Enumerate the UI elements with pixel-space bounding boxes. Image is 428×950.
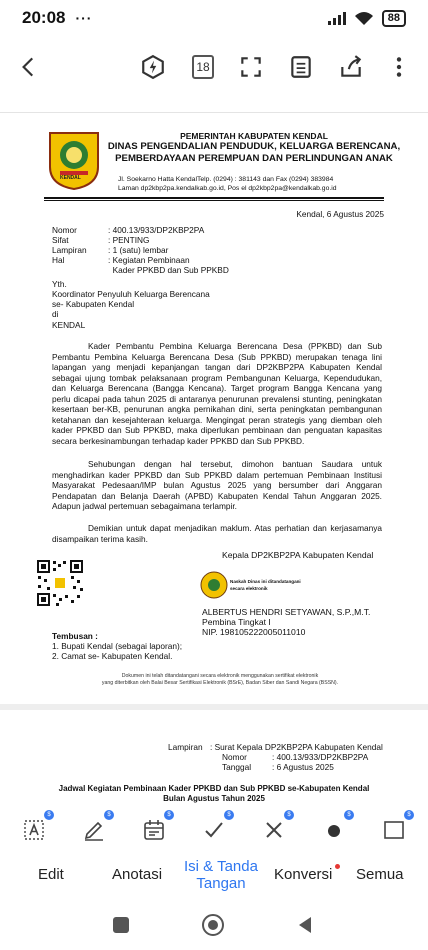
tanggal-label: Tanggal: [222, 762, 252, 772]
badge-icon: $: [344, 810, 354, 820]
body-paragraph-3: Demikian untuk dapat menjadikan maklum. Atas perhatian dan kerjasamanya disampaikan terima kasih.: [52, 523, 382, 544]
wifi-icon: [354, 11, 374, 26]
signal-icon: [328, 11, 346, 25]
electronic-signature-stamp: [200, 571, 301, 601]
letter-date: Kendal, 6 Agustus 2025: [296, 209, 384, 219]
badge-icon: $: [284, 810, 294, 820]
signer-title: Kepala DP2KBP2PA Kabupaten Kendal: [222, 550, 374, 560]
header-rule: [44, 197, 384, 199]
address-line1: Jl. Soekarno Hatta KendalTelp. (0294) : 381143 dan Fax (0294) 383984: [118, 176, 334, 183]
tab-edit[interactable]: Edit: [38, 866, 64, 883]
more-options-icon[interactable]: [384, 52, 414, 82]
dept-line2: PEMBERDAYAAN PEREMPUAN DAN PERLINDUNGAN ANAK: [115, 153, 393, 164]
recipient-line: di: [52, 309, 59, 319]
schedule-title: Jadwal Kegiatan Pembinaan Kader PPKBD dan Sub PPKBD se-Kabupaten Kendal: [58, 784, 370, 793]
tab-fill-sign[interactable]: Isi & Tanda Tangan: [184, 858, 258, 892]
dot-mark-icon[interactable]: [320, 812, 351, 844]
fullscreen-icon[interactable]: [236, 52, 266, 82]
signer-rank: Pembina Tingkat I: [202, 617, 271, 627]
badge-icon: $: [224, 810, 234, 820]
signer-nip: NIP. 198105222005011010: [202, 627, 306, 637]
text-box-icon[interactable]: [20, 812, 51, 844]
reading-mode-icon[interactable]: [286, 52, 316, 82]
esign-line2: secara elektronik: [230, 586, 268, 591]
body-paragraph-2: Sehubungan dengan hal tersebut, dimohon bantuan Saudara untuk menghadirkan kader PPKBD dan Sub PPKBD dalam pertemuan Pembinaan Institusi Masyarakat Pedesaan/IMP bulan Agustus 2025 yang bersumber dari Anggaran Pendapatan dan Belanja Daerah (APBD) Kabupaten Kendal Tahun Anggaran 2025. Adapun jadwal pertemuan sebagaimana terlampir.: [52, 459, 382, 511]
meta-row: Kader PPKBD dan Sub PPKBD: [108, 265, 229, 275]
status-time: 20:08: [22, 8, 66, 27]
recipient-line: se- Kabupaten Kendal: [52, 299, 135, 309]
badge-icon: $: [404, 810, 414, 820]
date-stamp-icon[interactable]: [140, 812, 171, 844]
schedule-subtitle: Bulan Agustus Tahun 2025: [163, 794, 265, 803]
viewer-toolbar: [0, 44, 428, 92]
cc-item: 1. Bupati Kendal (sebagai laporan);: [52, 641, 183, 651]
nomor-label: Nomor: [222, 752, 247, 762]
address-line2: Laman dp2kbp2pa.kendalkab.go.id, Pos el dp2kbp2pa@kendalkab.go.id: [118, 185, 337, 192]
tab-convert[interactable]: [274, 866, 332, 883]
signer-name: ALBERTUS HENDRI SETYAWAN, S.P.,M.T.: [202, 607, 371, 617]
org-name: PEMERINTAH KABUPATEN KENDAL: [180, 131, 328, 141]
logo-text: KENDAL: [60, 175, 81, 181]
cc-item: 2. Camat se- Kabupaten Kendal.: [52, 651, 173, 661]
share-icon[interactable]: [336, 52, 366, 82]
qr-code: [36, 559, 84, 607]
seal-icon: [200, 571, 228, 599]
ai-assistant-icon[interactable]: [138, 52, 168, 82]
home-icon[interactable]: [200, 912, 226, 938]
badge-icon: $: [44, 810, 54, 820]
header-rule-thin: [44, 200, 384, 201]
fill-sign-tools: [0, 812, 428, 848]
lampiran-value: : Surat Kepala DP2KBP2PA Kabupaten Kendal: [210, 742, 383, 752]
recipient-line: Yth.: [52, 279, 67, 289]
signature-pen-icon[interactable]: [80, 812, 111, 844]
recipient-line: Koordinator Penyuluh Keluarga Berencana: [52, 289, 210, 299]
meta-row: Sifat : PENTING: [52, 235, 150, 245]
back-nav-icon[interactable]: [292, 912, 318, 938]
nomor-value: : 400.13/933/DP2KBP2PA: [272, 752, 369, 762]
tab-annotate[interactable]: Anotasi: [112, 866, 163, 883]
tab-all[interactable]: Semua: [356, 866, 404, 883]
recent-apps-icon[interactable]: [108, 912, 134, 938]
cc-title: Tembusan :: [52, 631, 98, 641]
dept-line1: DINAS PENGENDALIAN PENDUDUK, KELUARGA BERENCANA,: [107, 141, 401, 152]
recipient-line: KENDAL: [52, 320, 86, 330]
esign-line1: Naskah Dinas ini ditandatangani: [230, 579, 301, 584]
badge-icon: $: [104, 810, 114, 820]
tab-convert-label: Konversi: [274, 866, 333, 883]
status-bar: [0, 0, 428, 36]
page-number: 18: [192, 55, 214, 79]
rectangle-icon[interactable]: [380, 812, 411, 844]
meta-row: Hal : Kegiatan Pembinaan: [52, 255, 190, 265]
cross-mark-icon[interactable]: [260, 812, 291, 844]
footnote-line2: yang diterbitkan oleh Balai Besar Sertifikasi Elektronik (BSrE), Badan Siber dan Sandi Negara (BSSN).: [101, 680, 339, 686]
battery-icon: 88: [382, 10, 406, 27]
checkmark-icon[interactable]: [200, 812, 231, 844]
status-more-indicator: ···: [75, 10, 93, 26]
bottom-tab-bar: [0, 852, 428, 900]
badge-icon: $: [164, 810, 174, 820]
lampiran-label: Lampiran: [168, 742, 203, 752]
document-page-next[interactable]: [0, 704, 428, 812]
kendal-logo: [46, 129, 102, 191]
body-paragraph-1: Kader Pembantu Pembina Keluarga Berencana Desa (PPKBD) dan Sub Pembantu Pembina Keluarga Berencana Desa (Sub PPKBD) merupakan tenaga lini lapangan yang menjadi kepanjangan tangan dari DP2KBP2PA Kabupaten Kendal sebagai ujung tombak pelaksanaan program Pembangunan Keluarga, Kependudukan, dan Keluarga Berencana (Bangga Kencana). Target program Bangga Kencana yang perlu dicapai pada tahun 2025 di antaranya penurunan prevalensi stunting, peningkatan kesertaan ber-KB, penurunan angka pernikahan dini, serta peningkatan pembangunan ketahanan dan kesejahteraan keluarga. Mengingat peran strategis yang diemban oleh kader PPKBD dan Sub PPKBD, maka diperlukan pembinaan dan penguatan kapasitas secara berkesinambungan terhadap kader PPKBD dan Sub PPKBD.: [52, 341, 382, 446]
footnote-line1: Dokumen ini telah ditandatangani secara elektronik menggunakan sertifikat elektronik: [121, 673, 319, 679]
notification-dot: [335, 864, 340, 869]
meta-row: Lampiran : 1 (satu) lembar: [52, 245, 169, 255]
document-page[interactable]: [0, 112, 428, 702]
page-number-button[interactable]: [188, 52, 218, 82]
back-icon[interactable]: [14, 52, 44, 82]
meta-row: Nomor : 400.13/933/DP2KBP2PA: [52, 225, 205, 235]
system-nav-bar: [0, 902, 428, 950]
tanggal-value: : 6 Agustus 2025: [272, 762, 334, 772]
